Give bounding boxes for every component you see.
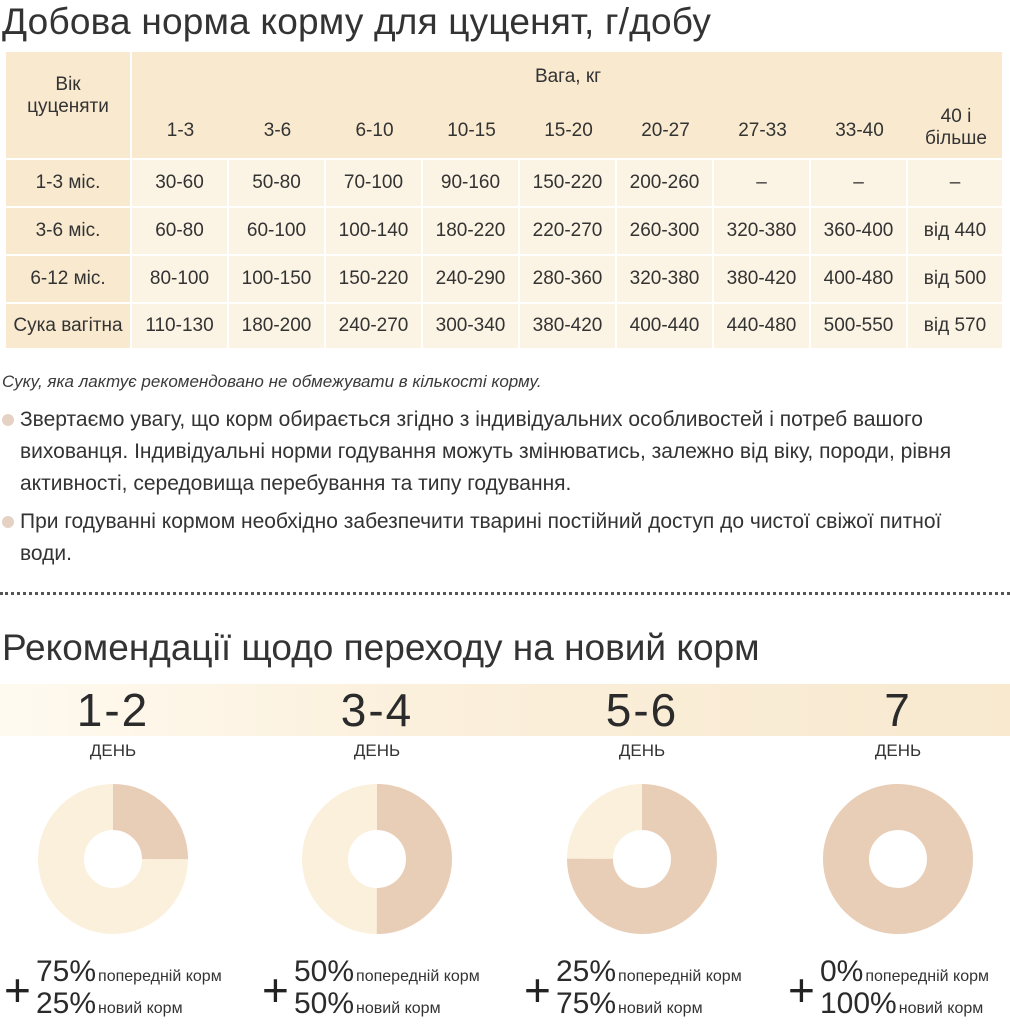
table-cell: 110-130 bbox=[132, 304, 229, 350]
old-food-percent: 50% bbox=[294, 955, 355, 988]
old-food-label: попередній корм bbox=[356, 968, 480, 985]
lactation-note: Суку, яка лактує рекомендовано не обмежувати в кількості корму. bbox=[2, 372, 542, 391]
age-header-line-2: цуценяти bbox=[27, 96, 109, 117]
day-range: 5-6 bbox=[605, 684, 679, 736]
day-range: 7 bbox=[884, 684, 912, 736]
ratio-donut-chart bbox=[567, 784, 717, 934]
row-label: 3-6 міс. bbox=[6, 208, 132, 256]
new-food-row bbox=[294, 988, 441, 1020]
old-food-label: попередній корм bbox=[865, 968, 990, 985]
table-cell: 100-140 bbox=[326, 208, 423, 256]
new-food-label: новий корм bbox=[98, 1000, 183, 1017]
bullet-text: При годуванні кормом необхідно забезпечити тварині постійний доступ до чистої свіжої питної води. bbox=[20, 510, 942, 565]
ratio-donut-chart bbox=[38, 784, 188, 934]
new-food-label: новий корм bbox=[898, 1000, 984, 1017]
day-block bbox=[798, 684, 998, 762]
old-food-row bbox=[294, 956, 480, 988]
weight-column-header: 40 і більше bbox=[908, 52, 1004, 160]
table-cell: 280-360 bbox=[520, 256, 617, 304]
new-food-row bbox=[820, 988, 983, 1020]
table-cell: 440-480 bbox=[714, 304, 811, 350]
ratio-legend bbox=[4, 956, 244, 1026]
weight-column-header: 6-10 bbox=[326, 52, 423, 160]
day-label: ДЕНЬ bbox=[874, 741, 922, 760]
old-food-label: попередній корм bbox=[98, 968, 222, 985]
table-cell: від 570 bbox=[908, 304, 1004, 350]
table-cell: 100-150 bbox=[229, 256, 326, 304]
new-food-row bbox=[36, 988, 183, 1020]
age-header-line-1: Вік bbox=[55, 74, 81, 95]
day-label: ДЕНЬ bbox=[89, 741, 137, 760]
new-food-percent: 100% bbox=[820, 987, 897, 1020]
table-cell: 60-100 bbox=[229, 208, 326, 256]
new-food-percent: 25% bbox=[36, 987, 97, 1020]
table-cell: 500-550 bbox=[811, 304, 908, 350]
row-label: Сука вагітна bbox=[6, 304, 132, 350]
ratio-legend bbox=[524, 956, 764, 1026]
table-cell: 150-220 bbox=[520, 160, 617, 208]
weight-column-header: 27-33 bbox=[714, 52, 811, 160]
new-food-label: новий корм bbox=[356, 1000, 441, 1017]
table-cell: 400-440 bbox=[617, 304, 714, 350]
ratio-donut-chart bbox=[823, 784, 973, 934]
day-block bbox=[277, 684, 477, 762]
table-cell: від 500 bbox=[908, 256, 1004, 304]
day-label: ДЕНЬ bbox=[353, 741, 401, 760]
bullet-dot-icon bbox=[2, 414, 14, 426]
new-food-label: новий корм bbox=[618, 1000, 703, 1017]
age-header bbox=[6, 52, 132, 160]
old-food-label: попередній корм bbox=[618, 968, 742, 985]
plus-icon: + bbox=[262, 964, 289, 1016]
bullet-text: Звертаємо увагу, що корм обирається згідно з індивідуальних особливостей і потреб вашого вихованця. Індивідуальні норми годування можуть змінюватись, залежно від віку, породи, рівня активності, середовища перебування та типу годування. bbox=[20, 408, 952, 495]
bullet-item bbox=[2, 404, 1002, 500]
ratio-legend bbox=[262, 956, 502, 1026]
feeding-table bbox=[6, 52, 1004, 350]
weight-column-header: 15-20 bbox=[520, 52, 617, 160]
table-cell: – bbox=[908, 160, 1004, 208]
new-food-segment bbox=[846, 807, 950, 911]
old-food-percent: 0% bbox=[820, 955, 864, 988]
row-label: 1-3 міс. bbox=[6, 160, 132, 208]
ratio-donut-chart bbox=[302, 784, 452, 934]
old-food-percent: 25% bbox=[556, 955, 617, 988]
day-range: 3-4 bbox=[340, 684, 414, 736]
table-cell: 380-420 bbox=[520, 304, 617, 350]
table-cell: 240-290 bbox=[423, 256, 520, 304]
day-block bbox=[13, 684, 213, 762]
table-cell: 180-220 bbox=[423, 208, 520, 256]
weight-column-header: 20-27 bbox=[617, 52, 714, 160]
table-cell: 260-300 bbox=[617, 208, 714, 256]
plus-icon: + bbox=[788, 964, 815, 1016]
plus-icon: + bbox=[524, 964, 551, 1016]
table-cell: – bbox=[714, 160, 811, 208]
day-block bbox=[542, 684, 742, 762]
old-food-row bbox=[36, 956, 222, 988]
new-food-percent: 50% bbox=[294, 987, 355, 1020]
table-cell: 80-100 bbox=[132, 256, 229, 304]
new-food-percent: 75% bbox=[556, 987, 617, 1020]
new-food-row bbox=[556, 988, 703, 1020]
dotted-divider bbox=[0, 592, 1010, 595]
table-cell: 300-340 bbox=[423, 304, 520, 350]
plus-icon: + bbox=[4, 964, 31, 1016]
day-label: ДЕНЬ bbox=[618, 741, 666, 760]
table-cell: 50-80 bbox=[229, 160, 326, 208]
table-cell: 400-480 bbox=[811, 256, 908, 304]
weight-column-header: 10-15 bbox=[423, 52, 520, 160]
table-cell: 30-60 bbox=[132, 160, 229, 208]
table-cell: 320-380 bbox=[617, 256, 714, 304]
table-cell: 180-200 bbox=[229, 304, 326, 350]
old-food-row bbox=[820, 956, 989, 988]
weight-column-header: 33-40 bbox=[811, 52, 908, 160]
table-cell: 200-260 bbox=[617, 160, 714, 208]
bullet-item bbox=[2, 506, 962, 570]
weight-column-header: 1-3 bbox=[132, 52, 229, 160]
table-cell: 70-100 bbox=[326, 160, 423, 208]
row-label: 6-12 міс. bbox=[6, 256, 132, 304]
table-cell: 90-160 bbox=[423, 160, 520, 208]
table-cell: 380-420 bbox=[714, 256, 811, 304]
table-cell: – bbox=[811, 160, 908, 208]
table-cell: 60-80 bbox=[132, 208, 229, 256]
table-cell: 360-400 bbox=[811, 208, 908, 256]
table-cell: від 440 bbox=[908, 208, 1004, 256]
table-cell: 150-220 bbox=[326, 256, 423, 304]
day-range: 1-2 bbox=[76, 684, 150, 736]
section-title: Рекомендації щодо переходу на новий корм bbox=[2, 627, 760, 668]
old-food-percent: 75% bbox=[36, 955, 97, 988]
weight-column-header: 3-6 bbox=[229, 52, 326, 160]
table-cell: 320-380 bbox=[714, 208, 811, 256]
page-title: Добова норма корму для цуценят, г/добу bbox=[2, 1, 712, 42]
ratio-legend bbox=[788, 956, 1010, 1026]
table-cell: 220-270 bbox=[520, 208, 617, 256]
weight-header: Вага, кг bbox=[534, 66, 602, 87]
old-food-row bbox=[556, 956, 742, 988]
bullet-dot-icon bbox=[2, 516, 14, 528]
table-cell: 240-270 bbox=[326, 304, 423, 350]
